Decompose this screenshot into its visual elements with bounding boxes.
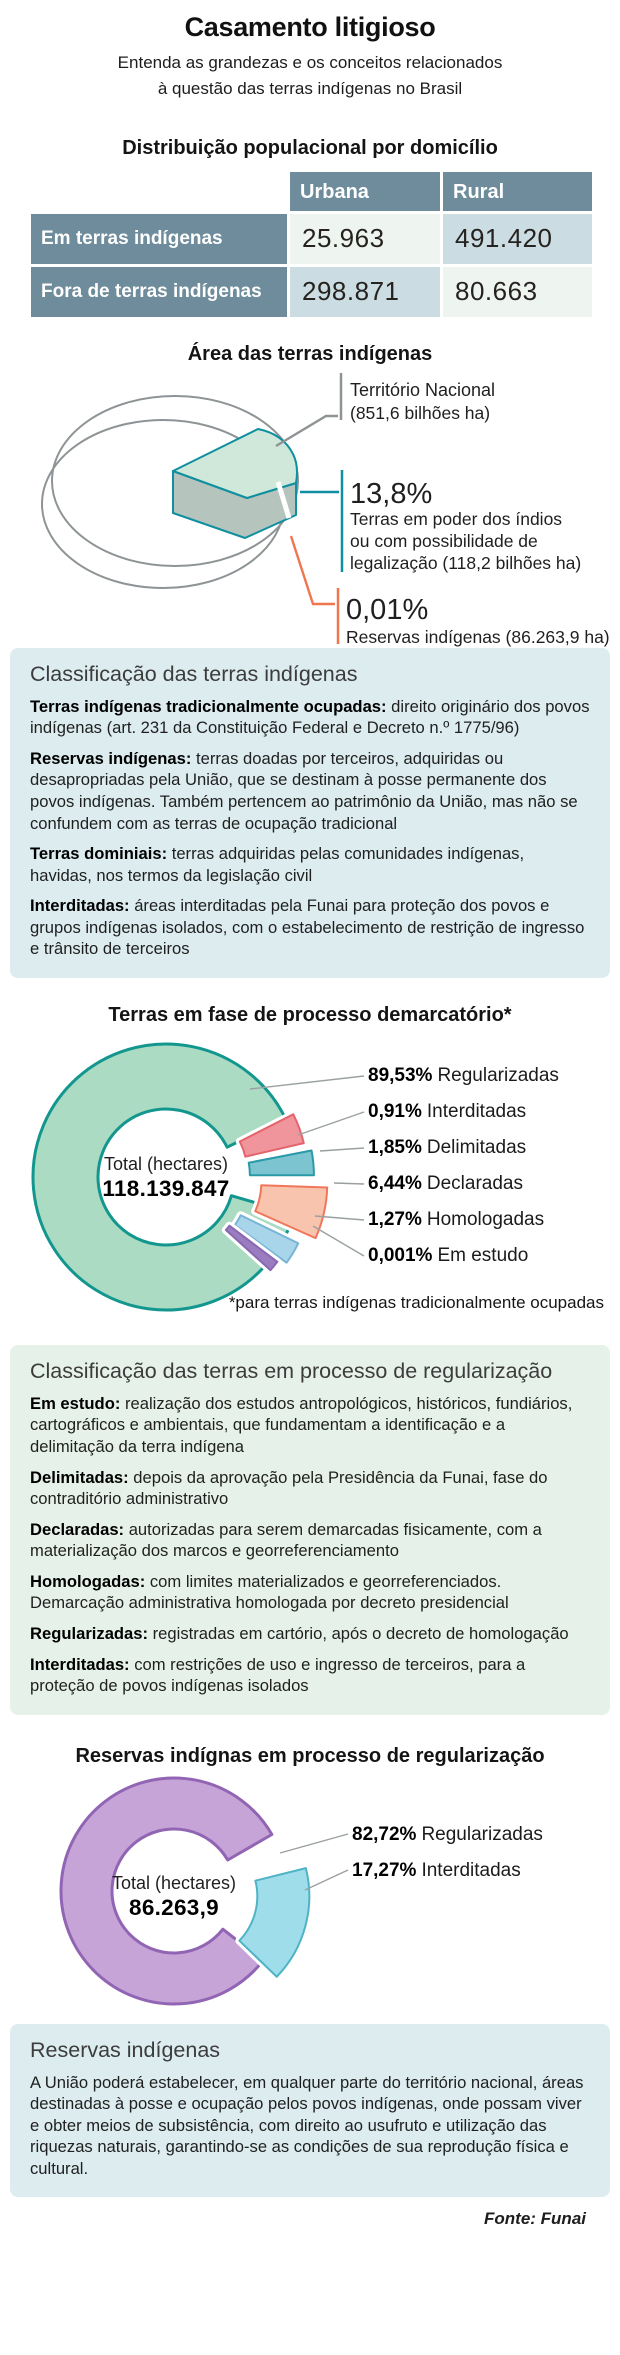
territory-leader-line: [276, 416, 338, 446]
legend-name: Homologadas: [426, 1208, 545, 1230]
definition-term: Delimitadas:: [30, 1467, 129, 1487]
legend-name: Regularizadas: [421, 1823, 543, 1845]
legend-item: [368, 1136, 526, 1160]
population-table: [31, 172, 589, 317]
reserves-box: [10, 2024, 610, 2198]
reserves-pct: 0,01%: [346, 593, 429, 626]
territory-label: Território Nacional: [350, 379, 496, 400]
definition-term: Regularizadas:: [30, 1623, 149, 1643]
definition-paragraph: [30, 1571, 590, 1614]
definition-term: Reservas indígenas:: [30, 748, 192, 768]
legend-item: [368, 1100, 526, 1124]
legend-pct: 0,001%: [368, 1244, 433, 1266]
definition-text: realização dos estudos antropológicos, históricos, fundiários, cartográficos e ambientais, que fundamentam a identificação e a delimitação da terra indígena: [30, 1393, 573, 1456]
source-note: Fonte: Funai: [484, 2209, 586, 2229]
demarcation-chart: [0, 1027, 620, 1339]
classification-1-heading: Classificação das terras indígenas: [30, 661, 358, 686]
legend-name: Interditadas: [426, 1100, 527, 1122]
classification-1-items: [30, 696, 590, 960]
definition-term: Terras dominiais:: [30, 844, 168, 864]
legend-item: [368, 1244, 528, 1268]
header: [0, 0, 620, 103]
classification-box-1: [10, 648, 610, 978]
definition-term: Declaradas:: [30, 1519, 125, 1539]
indigenous-pct: 13,8%: [350, 477, 433, 510]
reserves-chart: [0, 1768, 620, 2016]
legend-pct: 89,53%: [368, 1064, 433, 1086]
table-row-label: Em terras indígenas: [31, 214, 287, 264]
area-chart: [0, 366, 620, 648]
legend-pct: 82,72%: [352, 1823, 417, 1845]
reserves-box-text: A União poderá estabelecer, em qualquer parte do território nacional, áreas destinadas à posse e ocupação pelos povos indígenas, onde possam viver e obter meios de subsistência, com direito ao usufruto e utilização das riquezas naturais, garantindo-se as condições de sua reprodução física e cultural.: [30, 2072, 584, 2178]
table-cell-urbana: 298.871: [290, 267, 440, 317]
table-header-urbana: Urbana: [290, 172, 440, 211]
legend-name: Regularizadas: [437, 1064, 559, 1086]
definition-term: Interditadas:: [30, 1654, 130, 1674]
definition-text: terras doadas por terceiros, adquiridas ou desapropriadas pela União, que se destinam à posse permanente dos povos indígenas. Também pertencem ao patrimônio da União, mas não se confundem com as terras de ocupação tradicional: [30, 748, 578, 833]
definition-paragraph: [30, 696, 590, 739]
definition-text: depois da aprovação pela Presidência da Funai, fase do contraditório administrativo: [30, 1467, 548, 1509]
legend-name: Delimitadas: [426, 1136, 527, 1158]
definition-paragraph: [30, 1467, 590, 1510]
table-row-label: Fora de terras indígenas: [31, 267, 287, 317]
legend-pct: 1,85%: [368, 1136, 422, 1158]
demarcation-footnote: *para terras indígenas tradicionalmente ocupadas: [228, 1292, 604, 1312]
area-chart-title: Área das terras indígenas: [187, 342, 433, 365]
page-subtitle: [0, 50, 620, 103]
legend-name: Declaradas: [426, 1172, 523, 1194]
definition-term: Interditadas:: [30, 896, 130, 916]
definition-term: Terras indígenas tradicionalmente ocupadas:: [30, 696, 387, 716]
indigenous-line-1: Terras em poder dos índios: [350, 508, 563, 529]
classification-box-2: [10, 1345, 610, 1715]
legend-item: [352, 1823, 543, 1847]
reserves-chart-title: Reservas indígnas em processo de regularização: [75, 1744, 545, 1767]
table-cell-rural: 80.663: [443, 267, 592, 317]
page-title: Casamento litigioso: [184, 12, 436, 42]
total-label: Total (hectares): [111, 1872, 237, 1893]
total-label: Total (hectares): [103, 1153, 229, 1174]
table-cell-rural: 491.420: [443, 214, 592, 264]
classification-2-items: [30, 1393, 590, 1697]
total-value: 118.139.847: [102, 1176, 230, 1202]
definition-paragraph: [30, 748, 590, 834]
definition-text: com limites materializados e georreferenciados. Demarcação administrativa homologada por decreto presidencial: [30, 1571, 509, 1613]
indigenous-line-2: ou com possibilidade de: [350, 530, 538, 551]
classification-2-heading: Classificação das terras em processo de regularização: [30, 1358, 553, 1383]
definition-paragraph: [30, 1654, 590, 1697]
legend-item: [368, 1208, 544, 1232]
total-value: 86.263,9: [129, 1895, 219, 1921]
population-table-title: Distribuição populacional por domicílio: [122, 136, 498, 159]
table-corner-cell: [31, 172, 287, 211]
table-header-rural: Rural: [443, 172, 592, 211]
demarcation-chart-title: Terras em fase de processo demarcatório*: [108, 1003, 512, 1026]
definition-paragraph: [30, 1393, 590, 1458]
legend-name: Em estudo: [437, 1244, 529, 1266]
definition-text: registradas em cartório, após o decreto de homologação: [148, 1623, 569, 1643]
reserves-label: Reservas indígenas (86.263,9 ha): [346, 626, 610, 647]
definition-paragraph: [30, 1623, 590, 1645]
definition-text: autorizadas para serem demarcadas fisicamente, com a materialização dos marcos e georreferenciamento: [30, 1519, 542, 1561]
definition-text: áreas interditadas pela Funai para proteção dos povos e grupos indígenas isolados, com o estabelecimento de restrição de ingresso e trânsito de terceiros: [30, 896, 585, 959]
legend-pct: 17,27%: [352, 1859, 417, 1881]
legend-pct: 6,44%: [368, 1172, 422, 1194]
indigenous-line-3: legalização (118,2 bilhões ha): [350, 552, 582, 573]
definition-text: com restrições de uso e ingresso de terceiros, para a proteção de povos indígenas isolados: [30, 1654, 526, 1696]
definition-text: terras adquiridas pelas comunidades indígenas, havidas, nos termos da legislação civil: [30, 844, 525, 885]
territory-value: (851,6 bilhões ha): [350, 402, 491, 423]
definition-paragraph: [30, 843, 590, 886]
reserves-leader-line: [291, 536, 335, 604]
legend-pct: 1,27%: [368, 1208, 422, 1230]
definition-term: Homologadas:: [30, 1571, 146, 1591]
legend-item: [368, 1064, 559, 1088]
legend-item: [368, 1172, 523, 1196]
legend-name: Interditadas: [421, 1859, 521, 1881]
definition-text: direito originário dos povos indígenas (art. 231 da Constituição Federal e Decreto n.º 1775/96): [30, 696, 590, 738]
definition-paragraph: [30, 1519, 590, 1562]
legend-pct: 0,91%: [368, 1100, 422, 1122]
area-pie-illustration: [0, 366, 620, 648]
table-cell-urbana: 25.963: [290, 214, 440, 264]
definition-paragraph: [30, 895, 590, 960]
subtitle-line-2: à questão das terras indígenas no Brasil: [157, 79, 463, 99]
subtitle-line-1: Entenda as grandezas e os conceitos relacionados: [117, 53, 503, 72]
reserves-legend: [0, 1768, 620, 2016]
legend-item: [352, 1859, 521, 1883]
reserves-box-heading: Reservas indígenas: [30, 2037, 221, 2062]
definition-term: Em estudo:: [30, 1393, 121, 1413]
